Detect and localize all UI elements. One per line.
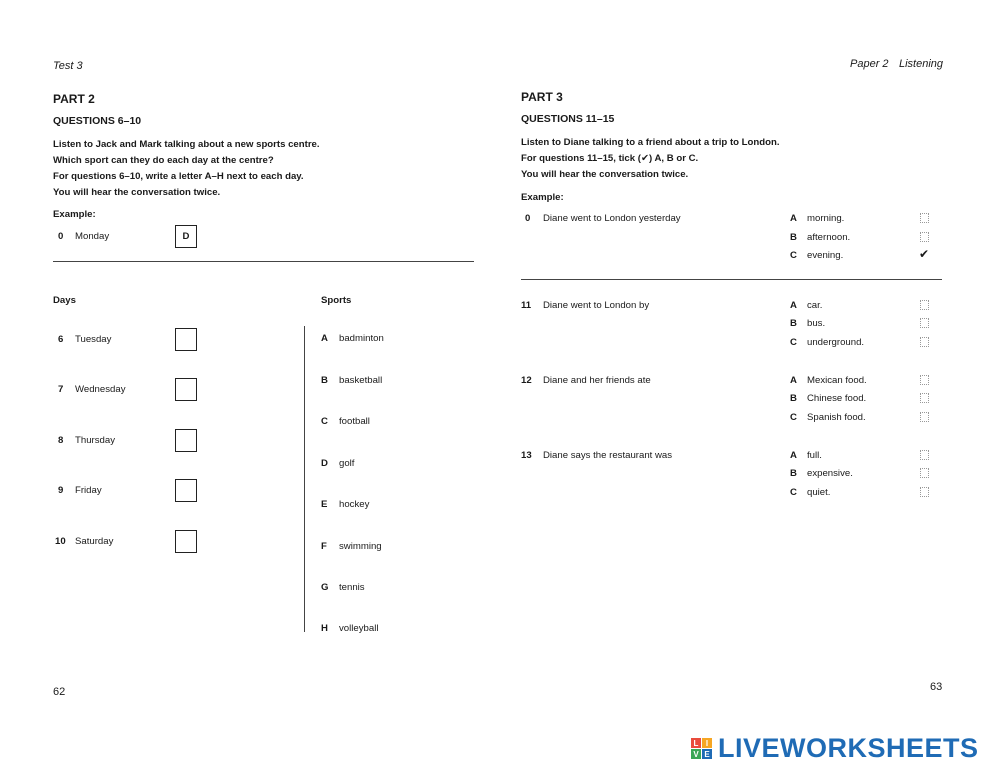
option-text: full.: [807, 450, 822, 461]
instruction-line: Listen to Diane talking to a friend about a trip to London.: [521, 137, 780, 148]
option-text: expensive.: [807, 468, 853, 479]
example-answer-box: [175, 225, 197, 248]
example-answer: D: [182, 231, 190, 242]
answer-box[interactable]: [175, 328, 197, 351]
option-letter: A: [790, 300, 797, 311]
question-number: 0: [525, 213, 531, 224]
logo-tile: V: [691, 749, 701, 759]
day-name: Saturday: [75, 536, 114, 547]
page-number-left: 62: [53, 686, 66, 698]
question-number: 11: [521, 300, 532, 311]
day-number: 10: [55, 536, 66, 547]
option-letter: B: [790, 393, 797, 404]
question-text: Diane went to London yesterday: [543, 213, 681, 224]
option-checkbox[interactable]: [920, 450, 929, 460]
day-number: 8: [58, 435, 64, 446]
instruction-line: Listen to Jack and Mark talking about a new sports centre.: [53, 139, 320, 150]
question-text: Diane went to London by: [543, 300, 650, 311]
option-text: morning.: [807, 213, 845, 224]
example-label: Example:: [521, 192, 564, 203]
day-name: Friday: [75, 485, 102, 496]
sport-name: golf: [339, 458, 355, 469]
answer-box[interactable]: [175, 429, 197, 452]
page-header-section: Listening: [899, 58, 944, 70]
instruction-line: Which sport can they do each day at the centre?: [53, 155, 274, 166]
sport-name: swimming: [339, 541, 382, 552]
logo-tile: I: [702, 738, 712, 748]
sport-letter: F: [321, 541, 327, 552]
option-checkbox: [920, 232, 929, 242]
logo-grid-icon: [691, 738, 712, 759]
instruction-line: For questions 11–15, tick (✔) A, B or C.: [521, 153, 699, 164]
option-checkbox[interactable]: [920, 337, 929, 347]
day-number: 7: [58, 384, 64, 395]
day-name: Wednesday: [75, 384, 126, 395]
option-text: quiet.: [807, 487, 831, 498]
option-checkbox[interactable]: [920, 300, 929, 310]
page-header-left: Test 3: [53, 60, 83, 72]
option-letter: C: [790, 337, 797, 348]
question-number: 13: [521, 450, 532, 461]
part-title: PART 2: [53, 92, 95, 106]
sports-header: Sports: [321, 295, 352, 306]
option-letter: C: [790, 250, 797, 261]
answer-box[interactable]: [175, 378, 197, 401]
instructions: [53, 137, 320, 201]
sport-name: tennis: [339, 582, 365, 593]
logo-text: LIVEWORKSHEETS: [718, 733, 979, 763]
option-text: underground.: [807, 337, 865, 348]
check-mark-icon: ✔: [919, 247, 930, 261]
day-number: 9: [58, 485, 64, 496]
sports-divider-line: [304, 326, 305, 632]
instruction-line: You will hear the conversation twice.: [521, 169, 689, 180]
questions-title: QUESTIONS 6–10: [53, 115, 142, 127]
divider: [521, 279, 942, 280]
option-checkbox[interactable]: [920, 375, 929, 385]
sport-name: hockey: [339, 499, 370, 510]
question-number: 12: [521, 375, 532, 386]
day-name: Thursday: [75, 435, 115, 446]
sport-name: football: [339, 416, 370, 427]
sport-letter: D: [321, 458, 328, 469]
option-checkbox[interactable]: [920, 393, 929, 403]
day-number: 6: [58, 334, 64, 345]
option-text: Mexican food.: [807, 375, 867, 386]
question-text: Diane and her friends ate: [543, 375, 651, 386]
option-letter: C: [790, 487, 797, 498]
option-text: Chinese food.: [807, 393, 867, 404]
page-header-paper: Paper 2: [850, 58, 889, 70]
option-text: Spanish food.: [807, 412, 866, 423]
option-letter: B: [790, 232, 797, 243]
sport-letter: H: [321, 623, 328, 634]
question-text: Diane says the restaurant was: [543, 450, 673, 461]
sport-name: basketball: [339, 375, 383, 386]
option-letter: B: [790, 468, 797, 479]
instructions: [521, 135, 780, 183]
option-checkbox[interactable]: [920, 412, 929, 422]
part-title: PART 3: [521, 90, 563, 104]
sport-letter: E: [321, 499, 328, 510]
option-letter: A: [790, 375, 797, 386]
option-text: evening.: [807, 250, 844, 261]
option-checkbox-checked: [919, 247, 930, 261]
option-letter: A: [790, 213, 797, 224]
option-letter: C: [790, 412, 797, 423]
divider: [53, 261, 474, 262]
option-checkbox[interactable]: [920, 318, 929, 328]
option-text: car.: [807, 300, 823, 311]
sport-letter: G: [321, 582, 329, 593]
example-number: 0: [58, 231, 64, 242]
days-header: Days: [53, 295, 76, 306]
page-number-right: 63: [930, 681, 943, 693]
instruction-line: For questions 6–10, write a letter A–H next to each day.: [53, 171, 304, 182]
instruction-line: You will hear the conversation twice.: [53, 187, 221, 198]
questions-title: QUESTIONS 11–15: [521, 113, 615, 125]
option-checkbox[interactable]: [920, 468, 929, 478]
liveworksheets-logo: [691, 733, 979, 764]
option-letter: B: [790, 318, 797, 329]
option-text: bus.: [807, 318, 826, 329]
sport-name: volleyball: [339, 623, 379, 634]
option-checkbox: [920, 213, 929, 223]
logo-tile: L: [691, 738, 701, 748]
day-name: Tuesday: [75, 334, 112, 345]
sport-letter: A: [321, 333, 328, 344]
example-day: Monday: [75, 231, 110, 242]
logo-tile: E: [702, 749, 712, 759]
example-label: Example:: [53, 209, 96, 220]
sport-letter: C: [321, 416, 328, 427]
sport-letter: B: [321, 375, 328, 386]
option-letter: A: [790, 450, 797, 461]
option-text: afternoon.: [807, 232, 851, 243]
option-checkbox[interactable]: [920, 487, 929, 497]
sport-name: badminton: [339, 333, 384, 344]
answer-box[interactable]: [175, 530, 197, 553]
answer-box[interactable]: [175, 479, 197, 502]
